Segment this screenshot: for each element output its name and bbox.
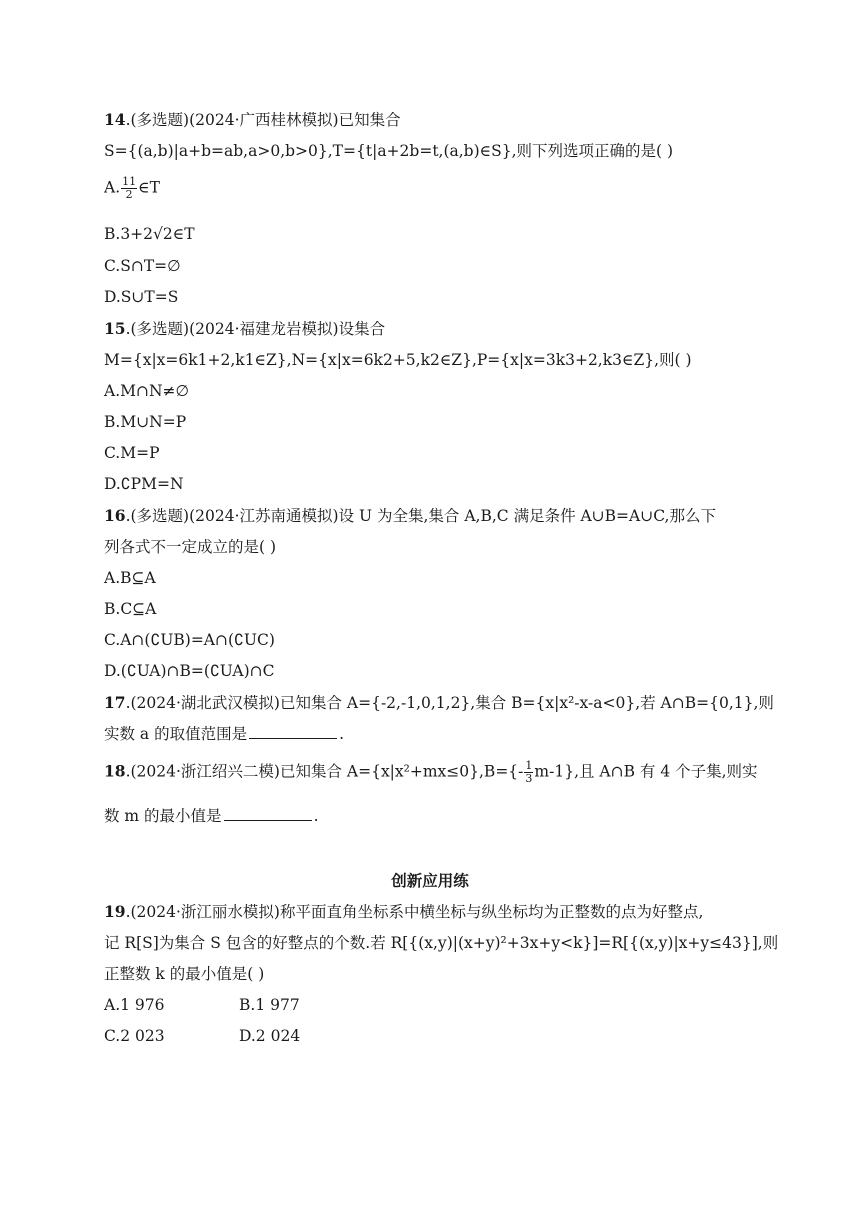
q14-option-a-label: A. xyxy=(104,178,121,197)
q19-line-3: 正整数 k 的最小值是( ) xyxy=(104,965,265,983)
q18-statement xyxy=(104,805,764,827)
q15-option-b: B.M∪N=P xyxy=(104,413,187,431)
q15-head: .(多选题)(2024·福建龙岩模拟)设集合 xyxy=(125,320,386,338)
q19-line-2: 记 R[S]为集合 S 包含的好整点的个数.若 R[{(x,y)|(x+y)²+3x+y<k}]=R[{(x,y)|x+y≤43}],则 xyxy=(104,934,779,952)
q19-option-d: D.2 024 xyxy=(239,1027,301,1045)
q19-options-row-1 xyxy=(104,994,764,1016)
q14-option-a-text: ∈T xyxy=(138,178,160,197)
fraction xyxy=(121,176,137,201)
q19-header xyxy=(104,901,764,923)
fraction xyxy=(524,760,533,785)
q16-option-a: A.B⊆A xyxy=(104,569,156,587)
q15-number: 15 xyxy=(104,319,126,338)
q14-header xyxy=(104,109,764,131)
q15-option-d: D.∁PM=N xyxy=(104,475,184,493)
q16-option-c: C.A∩(∁UB)=A∩(∁UC) xyxy=(104,631,275,649)
q18-head-start: .(2024·浙江绍兴二模)已知集合 A={x|x²+mx≤0},B={- xyxy=(125,762,524,781)
q16-option-d: D.(∁UA)∩B=(∁UA)∩C xyxy=(104,662,275,680)
q14-option-b: B.3+2√2∈T xyxy=(104,225,195,243)
fraction-denominator: 2 xyxy=(125,188,133,201)
answer-blank[interactable] xyxy=(249,723,337,739)
q19-option-b: B.1 977 xyxy=(239,996,300,1014)
q18-number: 18 xyxy=(104,761,126,781)
q16-head: .(多选题)(2024·江苏南通模拟)设 U 为全集,集合 A,B,C 满足条件 A∪B=A∪C,那么下 xyxy=(125,507,716,525)
q14-head: .(多选题)(2024·广西桂林模拟)已知集合 xyxy=(125,111,401,129)
q17-number: 17 xyxy=(104,693,126,712)
q18-body-text: 数 m 的最小值是 xyxy=(104,807,222,825)
q15-option-c: C.M=P xyxy=(104,444,160,462)
q14-option-d: D.S∪T=S xyxy=(104,288,179,306)
q18-body-end: . xyxy=(313,807,319,825)
q15-header xyxy=(104,318,764,340)
q17-body-text: 实数 a 的取值范围是 xyxy=(104,725,248,743)
q16-option-b: B.C⊆A xyxy=(104,600,157,618)
q17-statement xyxy=(104,723,764,745)
q14-option-c: C.S∩T=∅ xyxy=(104,257,181,275)
q17-header xyxy=(104,692,774,714)
fraction-numerator: 11 xyxy=(122,175,137,188)
q17-body-end: . xyxy=(339,725,345,743)
q16-statement: 列各式不一定成立的是( ) xyxy=(104,538,277,556)
q19-option-a: A.1 976 xyxy=(104,996,165,1014)
q16-header xyxy=(104,505,764,527)
q19-option-c: C.2 023 xyxy=(104,1027,165,1045)
q14-statement: S={(a,b)|a+b=ab,a>0,b>0},T={t|a+2b=t,(a,b)∈S},则下列选项正确的是( ) xyxy=(104,142,674,160)
q16-number: 16 xyxy=(104,506,126,525)
q14-number: 14 xyxy=(104,110,126,129)
q17-head: .(2024·湖北武汉模拟)已知集合 A={-2,-1,0,1,2},集合 B={x|x²-x-a<0},若 A∩B={0,1},则 xyxy=(125,694,774,712)
q18-header xyxy=(104,760,764,785)
answer-blank[interactable] xyxy=(224,805,312,821)
fraction-numerator: 1 xyxy=(525,759,533,772)
fraction-denominator: 3 xyxy=(525,772,533,785)
q19-number: 19 xyxy=(104,902,126,921)
q19-options-row-2 xyxy=(104,1025,764,1047)
q19-head: .(2024·浙江丽水模拟)称平面直角坐标系中横坐标与纵坐标均为正整数的点为好整点, xyxy=(125,903,704,921)
q15-statement: M={x|x=6k1+2,k1∈Z},N={x|x=6k2+5,k2∈Z},P={x|x=3k3+2,k3∈Z},则( ) xyxy=(104,351,692,369)
q15-option-a: A.M∩N≠∅ xyxy=(104,382,190,400)
q18-head-end: m-1},且 A∩B 有 4 个子集,则实 xyxy=(534,762,758,781)
q14-option-a xyxy=(104,176,764,201)
section-title: 创新应用练 xyxy=(391,872,469,890)
